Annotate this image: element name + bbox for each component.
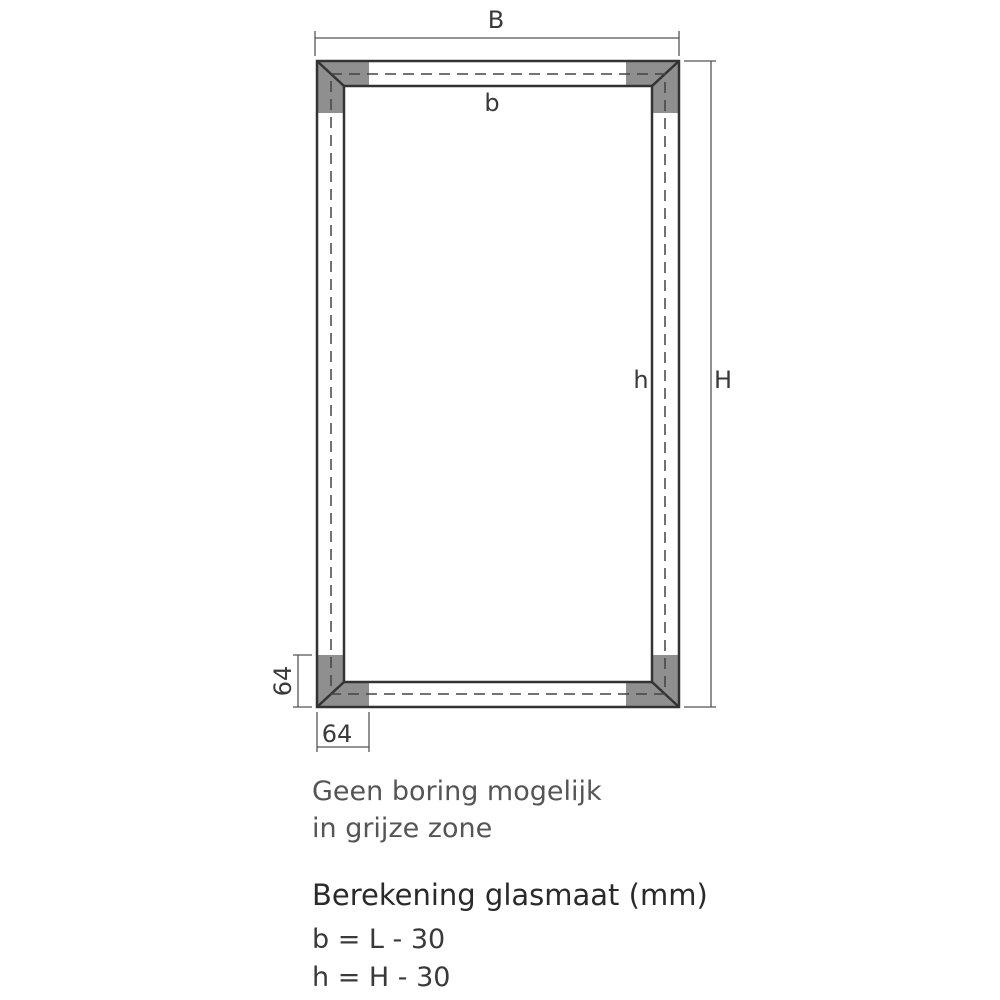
calculation-title: Berekening glasmaat (mm) <box>312 878 708 912</box>
label-outer-height: H <box>713 366 733 394</box>
frame <box>317 61 679 707</box>
glass-dashed-line <box>331 74 665 694</box>
label-corner-width: 64 <box>321 720 353 748</box>
label-glass-height: h <box>633 366 649 394</box>
grey-zones <box>317 61 679 707</box>
frame-inner-edge <box>344 86 652 682</box>
formula-glass-height: h = H - 30 <box>312 962 451 993</box>
dimension-outer-height <box>684 61 716 707</box>
label-glass-width: b <box>484 89 500 117</box>
label-outer-width: B <box>487 6 505 34</box>
drill-note-line-2: in grijze zone <box>312 813 493 844</box>
label-corner-height: 64 <box>269 665 297 697</box>
frame-outer-edge <box>317 61 679 707</box>
drill-note-line-1: Geen boring mogelijk <box>312 776 602 807</box>
dimension-outer-width <box>315 31 679 56</box>
formula-glass-width: b = L - 30 <box>312 924 446 955</box>
